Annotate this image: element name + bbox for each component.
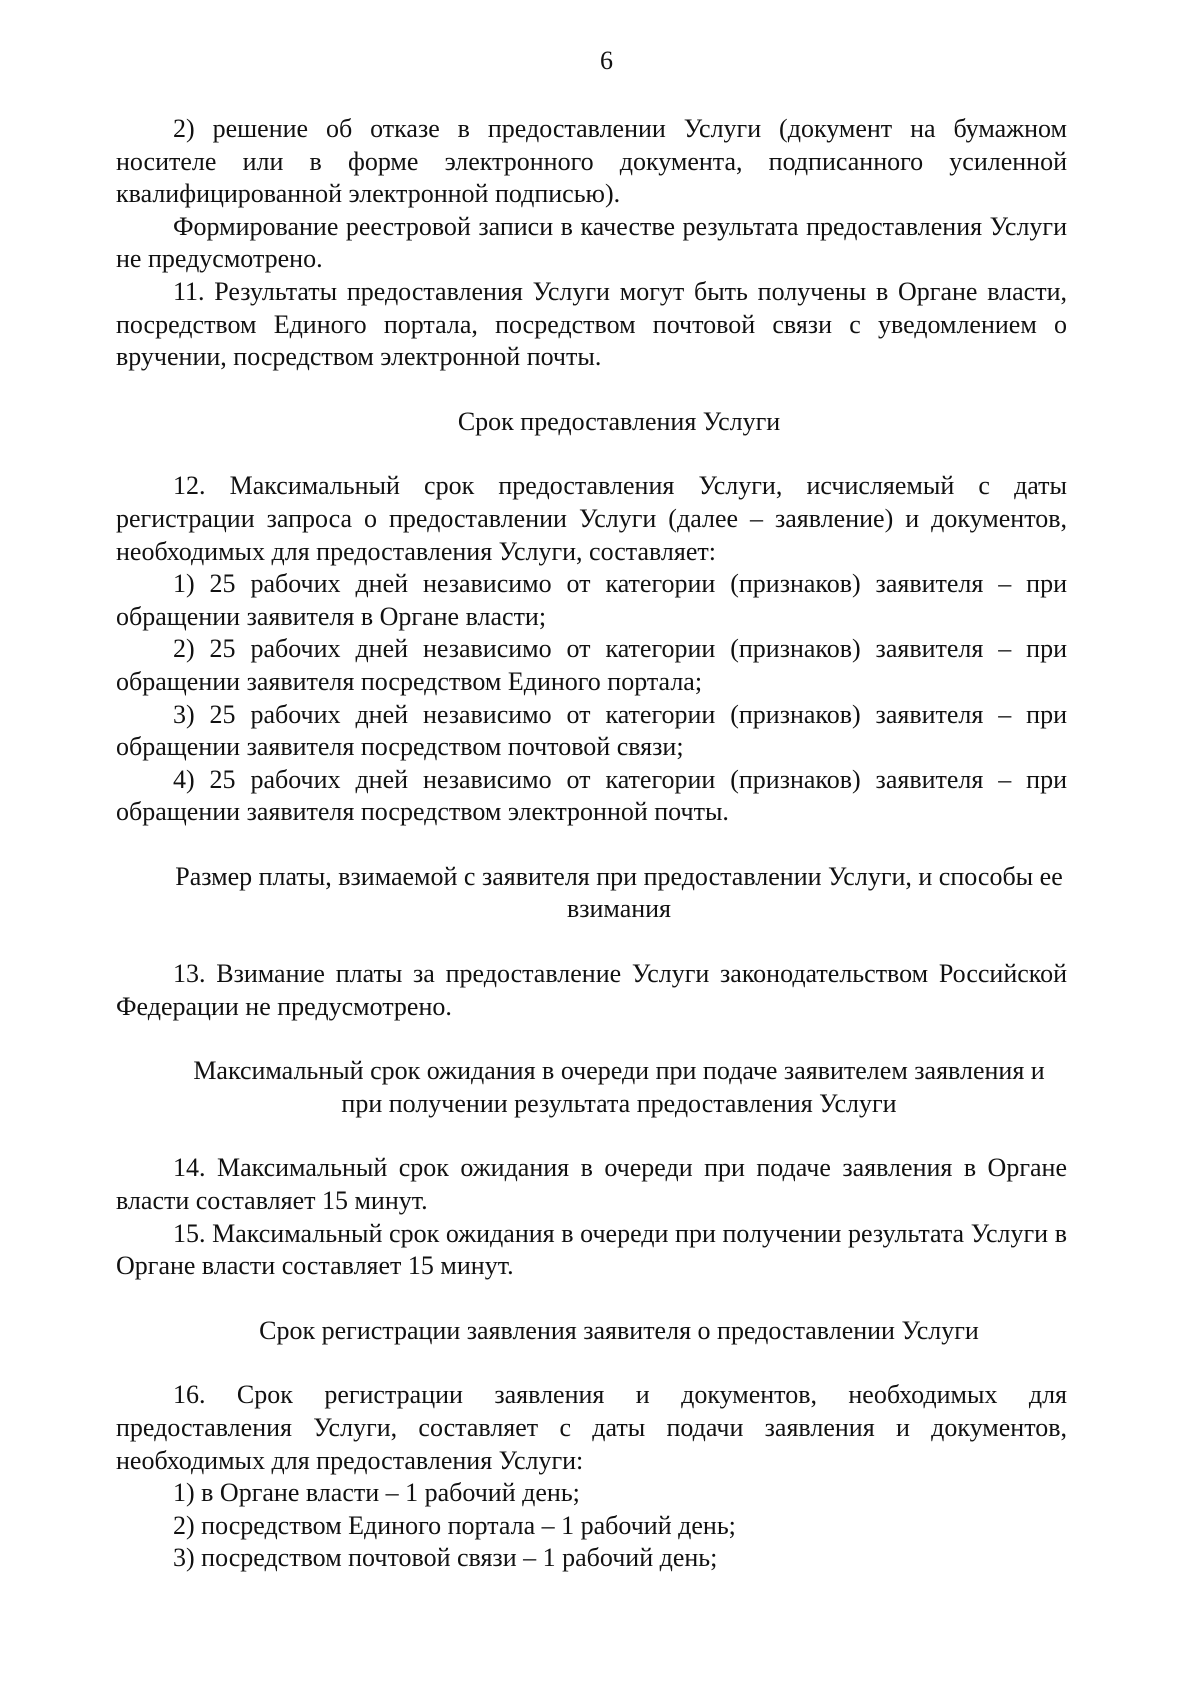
- heading-registration-term: Срок регистрации заявления заявителя о предоставлении Услуги: [259, 1315, 979, 1345]
- paragraph-13: 13. Взимание платы за предоставление Услуги законодательством Российской Федерации не предусмотрено.: [116, 959, 1067, 1021]
- paragraph-11: 11. Результаты предоставления Услуги могут быть получены в Органе власти, посредством Единого портала, посредством почтовой связи с уведомлением о вручении, посредством электронной почты.: [116, 276, 1067, 372]
- heading-service-term: Срок предоставления Услуги: [457, 406, 781, 436]
- heading-queue-time: Максимальный срок ожидания в очереди при подаче заявителем заявления и при получении результата предоставления Услуги: [193, 1056, 1045, 1118]
- paragraph-14: 14. Максимальный срок ожидания в очереди при подаче заявления в Органе власти составляет 15 минут.: [116, 1153, 1067, 1216]
- paragraph-12: 12. Максимальный срок предоставления Услуги, исчисляемый с даты регистрации запроса о предоставлении Услуги (далее – заявление) и документов, необходимых для предоставления Услуги, составляет:: [116, 471, 1067, 566]
- paragraph-16: 16. Срок регистрации заявления и документов, необходимых для предоставления Услуги, составляет с даты подачи заявления и документов, необходимых для предоставления Услуги:: [116, 1380, 1067, 1475]
- paragraph-12-item-1: 1) 25 рабочих дней независимо от категории (признаков) заявителя – при обращении заявителя в Органе власти;: [116, 569, 1067, 631]
- paragraph-15: 15. Максимальный срок ожидания в очереди при получении результата Услуги в Органе власти составляет 15 минут.: [116, 1218, 1067, 1281]
- paragraph-16-item-2: 2) посредством Единого портала – 1 рабочий день;: [173, 1510, 736, 1540]
- paragraph-16-item-3: 3) посредством почтовой связи – 1 рабочий день;: [173, 1543, 718, 1573]
- heading-fee: Размер платы, взимаемой с заявителя при предоставлении Услуги, и способы ее взимания: [175, 861, 1063, 924]
- paragraph-registry-record: Формирование реестровой записи в качестве результата предоставления Услуги не предусмотрено.: [116, 211, 1067, 274]
- paragraph-result-refusal: 2) решение об отказе в предоставлении Услуги (документ на бумажном носителе или в форме электронного документа, подписанного усиленной квалифицированной электронной подписью).: [116, 114, 1067, 209]
- document-body: [116, 113, 1067, 1575]
- paragraph-12-item-2: 2) 25 рабочих дней независимо от категории (признаков) заявителя – при обращении заявителя посредством Единого портала;: [116, 634, 1067, 696]
- paragraph-12-item-4: 4) 25 рабочих дней независимо от категории (признаков) заявителя – при обращении заявителя посредством электронной почты.: [116, 764, 1067, 827]
- paragraph-12-item-3: 3) 25 рабочих дней независимо от категории (признаков) заявителя – при обращении заявителя посредством почтовой связи;: [116, 699, 1067, 762]
- page-number: 6: [600, 46, 613, 75]
- paragraph-16-item-1: 1) в Органе власти – 1 рабочий день;: [173, 1478, 580, 1508]
